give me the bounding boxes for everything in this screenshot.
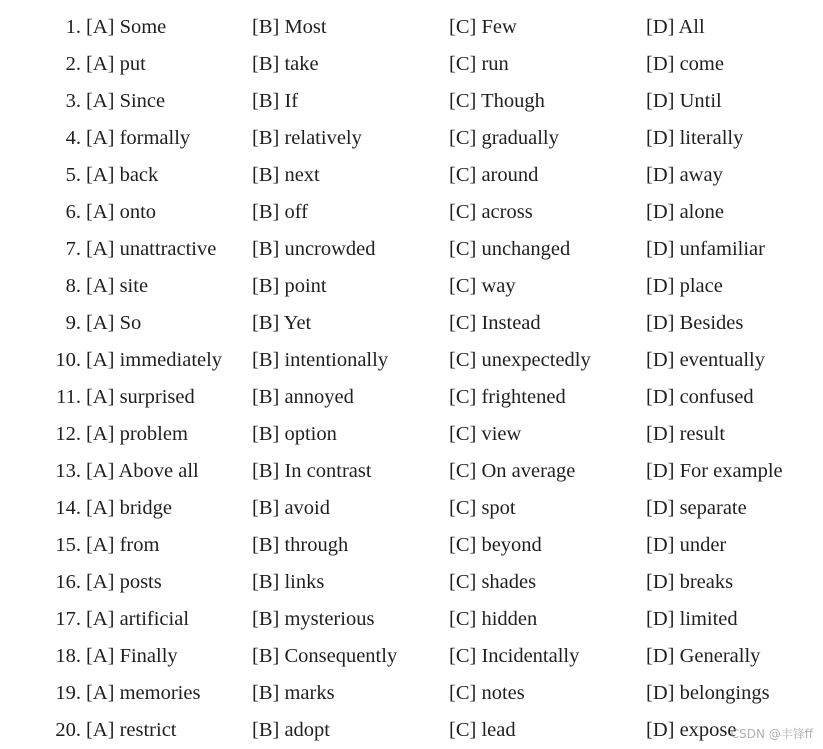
option-c: [C] way (449, 275, 516, 297)
question-number: 9. (65, 312, 81, 334)
question-row (0, 342, 823, 379)
option-c: [C] Instead (449, 312, 541, 334)
option-a: [A] bridge (86, 497, 172, 519)
option-b: [B] marks (252, 682, 335, 704)
option-b: [B] option (252, 423, 337, 445)
option-b: [B] through (252, 534, 349, 556)
question-list (0, 9, 823, 749)
question-number: 14. (55, 497, 81, 519)
question-row (0, 601, 823, 638)
question-row (0, 46, 823, 83)
question-row (0, 379, 823, 416)
option-d: [D] unfamiliar (646, 238, 765, 260)
question-number: 6. (65, 201, 81, 223)
option-a: [A] Above all (86, 460, 199, 482)
question-number: 12. (55, 423, 81, 445)
option-d: [D] limited (646, 608, 738, 630)
option-d: [D] Besides (646, 312, 744, 334)
option-a: [A] from (86, 534, 160, 556)
option-a: [A] onto (86, 201, 157, 223)
option-c: [C] view (449, 423, 522, 445)
option-c: [C] unchanged (449, 238, 571, 260)
option-c: [C] beyond (449, 534, 542, 556)
option-b: [B] relatively (252, 127, 362, 149)
question-row (0, 527, 823, 564)
option-a: [A] Since (86, 90, 166, 112)
option-b: [B] adopt (252, 719, 330, 741)
option-c: [C] gradually (449, 127, 559, 149)
option-b: [B] next (252, 164, 320, 186)
option-d: [D] Generally (646, 645, 761, 667)
option-d: [D] away (646, 164, 723, 186)
question-row (0, 231, 823, 268)
question-row (0, 120, 823, 157)
option-c: [C] spot (449, 497, 516, 519)
option-c: [C] unexpectedly (449, 349, 591, 371)
question-row (0, 157, 823, 194)
option-c: [C] On average (449, 460, 576, 482)
question-number: 15. (55, 534, 81, 556)
option-a: [A] site (86, 275, 149, 297)
question-number: 11. (56, 386, 81, 408)
option-b: [B] take (252, 53, 319, 75)
option-b: [B] point (252, 275, 327, 297)
question-number: 8. (65, 275, 81, 297)
option-d: [D] belongings (646, 682, 770, 704)
question-number: 1. (65, 16, 81, 38)
question-row (0, 453, 823, 490)
question-number: 20. (55, 719, 81, 741)
option-c: [C] across (449, 201, 533, 223)
option-b: [B] annoyed (252, 386, 354, 408)
option-b: [B] off (252, 201, 308, 223)
option-a: [A] unattractive (86, 238, 217, 260)
question-number: 5. (65, 164, 81, 186)
option-a: [A] formally (86, 127, 191, 149)
option-c: [C] hidden (449, 608, 538, 630)
option-c: [C] notes (449, 682, 525, 704)
option-c: [C] frightened (449, 386, 566, 408)
option-d: [D] Until (646, 90, 722, 112)
option-b: [B] uncrowded (252, 238, 376, 260)
option-a: [A] Finally (86, 645, 178, 667)
question-row (0, 712, 823, 749)
option-a: [A] back (86, 164, 159, 186)
option-d: [D] confused (646, 386, 754, 408)
option-a: [A] So (86, 312, 142, 334)
question-number: 10. (55, 349, 81, 371)
question-number: 4. (65, 127, 81, 149)
option-b: [B] avoid (252, 497, 330, 519)
option-a: [A] immediately (86, 349, 223, 371)
option-a: [A] posts (86, 571, 162, 593)
question-number: 17. (55, 608, 81, 630)
option-c: [C] lead (449, 719, 516, 741)
option-b: [B] intentionally (252, 349, 389, 371)
option-c: [C] around (449, 164, 539, 186)
option-d: [D] breaks (646, 571, 734, 593)
option-b: [B] links (252, 571, 325, 593)
option-a: [A] restrict (86, 719, 177, 741)
question-number: 16. (55, 571, 81, 593)
question-number: 13. (55, 460, 81, 482)
option-a: [A] problem (86, 423, 188, 445)
question-row (0, 416, 823, 453)
option-a: [A] memories (86, 682, 201, 704)
option-d: [D] All (646, 16, 705, 38)
question-row (0, 9, 823, 46)
option-d: [D] literally (646, 127, 744, 149)
option-b: [B] Consequently (252, 645, 398, 667)
option-d: [D] result (646, 423, 726, 445)
option-d: [D] separate (646, 497, 747, 519)
option-a: [A] Some (86, 16, 167, 38)
question-number: 19. (55, 682, 81, 704)
option-d: [D] place (646, 275, 723, 297)
option-b: [B] In contrast (252, 460, 372, 482)
question-row (0, 490, 823, 527)
option-a: [A] artificial (86, 608, 190, 630)
option-b: [B] If (252, 90, 299, 112)
option-c: [C] shades (449, 571, 537, 593)
option-a: [A] put (86, 53, 146, 75)
option-c: [C] run (449, 53, 509, 75)
option-d: [D] eventually (646, 349, 765, 371)
option-c: [C] Though (449, 90, 545, 112)
option-c: [C] Incidentally (449, 645, 580, 667)
option-a: [A] surprised (86, 386, 195, 408)
question-row (0, 564, 823, 601)
question-row (0, 268, 823, 305)
question-number: 2. (65, 53, 81, 75)
option-b: [B] Yet (252, 312, 312, 334)
question-row (0, 194, 823, 231)
option-d: [D] come (646, 53, 724, 75)
question-row (0, 675, 823, 712)
question-row (0, 305, 823, 342)
option-b: [B] Most (252, 16, 327, 38)
question-number: 3. (65, 90, 81, 112)
option-d: [D] under (646, 534, 727, 556)
question-row (0, 83, 823, 120)
option-c: [C] Few (449, 16, 517, 38)
question-row (0, 638, 823, 675)
question-number: 18. (55, 645, 81, 667)
option-b: [B] mysterious (252, 608, 375, 630)
watermark: CSDN @丰锋ff (730, 727, 813, 741)
question-number: 7. (65, 238, 81, 260)
option-d: [D] alone (646, 201, 724, 223)
option-d: [D] expose (646, 719, 737, 741)
option-d: [D] For example (646, 460, 783, 482)
